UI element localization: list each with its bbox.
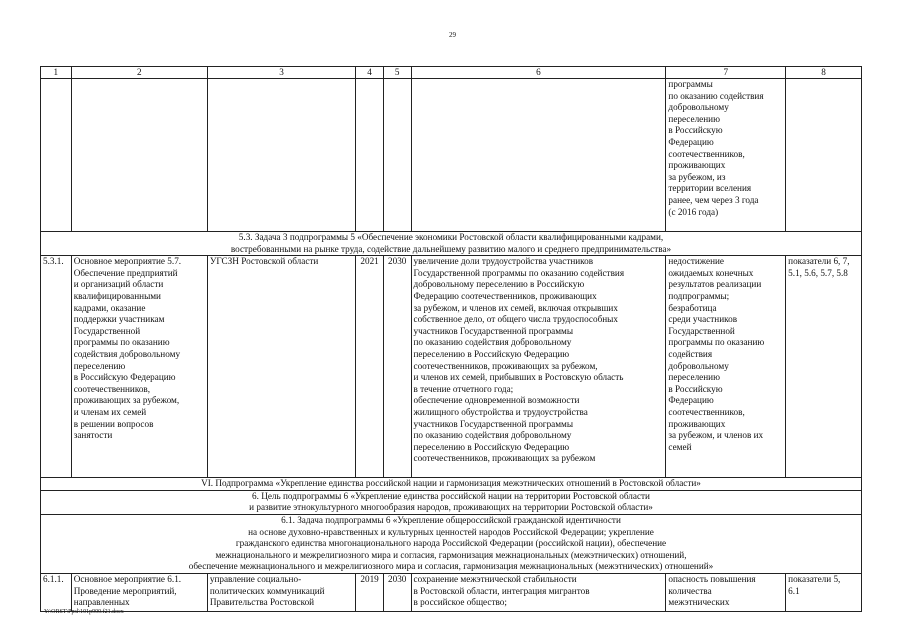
measure-name: Основное мероприятие 6.1. Проведение мероприятий, направленных [71, 573, 207, 611]
end-year: 2030 [383, 256, 411, 478]
executor: УГСЗН Ростовской области [207, 256, 355, 478]
risk-description: опасность повышения количества межэтнических [666, 573, 786, 611]
row-number: 5.3.1. [41, 256, 72, 478]
measures-table [40, 66, 862, 612]
indicators: показатели 5, 6.1 [786, 573, 862, 611]
subprogram-6-heading: VI. Подпрограмма «Укрепление единства российской нации и гармонизация межэтнических отношений в Ростовской области» [41, 478, 862, 491]
section-row-goal-6 [41, 490, 862, 514]
risk-description: недостижение ожидаемых конечных результатов реализации подпрограммы; безработица среди участников Государственной программы по оказанию содействия добровольному переселению в Российскую Федерацию соотечественников, проживающих за рубежом, и членов их семей [666, 256, 786, 478]
table-row-5-3-1 [41, 256, 862, 478]
indicators: показатели 6, 7, 5.1, 5.6, 5.7, 5.8 [786, 256, 862, 478]
column-number-row [41, 67, 862, 79]
col-num-2: 2 [71, 67, 207, 79]
expected-result: сохранение межэтнической стабильности в Ростовской области, интеграция мигрантов в российское общество; [411, 573, 666, 611]
col-num-5: 5 [383, 67, 411, 79]
col-num-7: 7 [666, 67, 786, 79]
goal-6-heading: 6. Цель подпрограммы 6 «Укрепление единства российской нации на территории Ростовской области и развитие этнокультурного многообразия народов, проживающих на территории Ростовской области» [41, 490, 862, 514]
col-num-1: 1 [41, 67, 72, 79]
section-row-subprogram-6 [41, 478, 862, 491]
end-year: 2030 [383, 573, 411, 611]
file-path-footer: Y:\ORST\Ppsl\101p900.f21.docx [44, 609, 124, 615]
col-num-8: 8 [786, 67, 862, 79]
task-5-3-heading: 5.3. Задача 3 подпрограммы 5 «Обеспечение экономики Ростовской области квалифицированными кадрами, востребованными на рынке труда, содействие дальнейшему развитию малого и среднего предпринимательства» [41, 232, 862, 256]
col-num-6: 6 [411, 67, 666, 79]
table-row-continuation [41, 79, 862, 232]
page-number: 29 [449, 31, 456, 39]
table-row-6-1-1 [41, 573, 862, 611]
col-num-4: 4 [356, 67, 384, 79]
expected-result: увеличение доли трудоустройства участников Государственной программы по оказанию содействия добровольному переселению в Российскую Федерацию соотечественников, проживающих за рубежом, и членов их семей, включая открывших собственное дело, от общего числа трудоспособных участников Государственной программы по оказанию содействия добровольному переселению в Российскую Федерацию соотечественников, проживающих за рубежом, и членов их семей, прибывших в Ростовскую область в течение отчетного года; обеспечение одновременной возможности жилищного обустройства и трудоустройства участников Государственной программы по оказанию содействия добровольному переселению в Российскую Федерацию соотечественников, проживающих за рубежом [411, 256, 666, 478]
row-number: 6.1.1. [41, 573, 72, 611]
col-num-3: 3 [207, 67, 355, 79]
executor: управление социально- политических коммуникаций Правительства Ростовской [207, 573, 355, 611]
task-6-1-heading: 6.1. Задача подпрограммы 6 «Укрепление общероссийской гражданской идентичности на основе духовно-нравственных и культурных ценностей народов Российской Федерации; укрепление гражданского единства многонационального народа Российской Федерации (российской нации), обеспечение межнационального и межрелигиозного мира и согласия, гармонизация межнациональных (межэтнических) отношений, обеспечение межнационального и межрелигиозного мира и согласия, гармонизация межнациональных (межэтнических) отношений» [41, 514, 862, 573]
start-year: 2021 [356, 256, 384, 478]
risk-cell-continued: программы по оказанию содействия добровольному переселению в Российскую Федерацию соотечественников, проживающих за рубежом, из территории вселения ранее, чем через 3 года (с 2016 года) [666, 79, 786, 232]
section-row-task-6-1 [41, 514, 862, 573]
start-year: 2019 [356, 573, 384, 611]
section-row-task-5-3 [41, 232, 862, 256]
measure-name: Основное мероприятие 5.7. Обеспечение предприятий и организаций области квалифицированными кадрами, оказание поддержки участникам Государственной программы по оказанию содействия добровольному переселению в Российскую Федерацию соотечественников, проживающих за рубежом, и членам их семей в решении вопросов занятости [71, 256, 207, 478]
